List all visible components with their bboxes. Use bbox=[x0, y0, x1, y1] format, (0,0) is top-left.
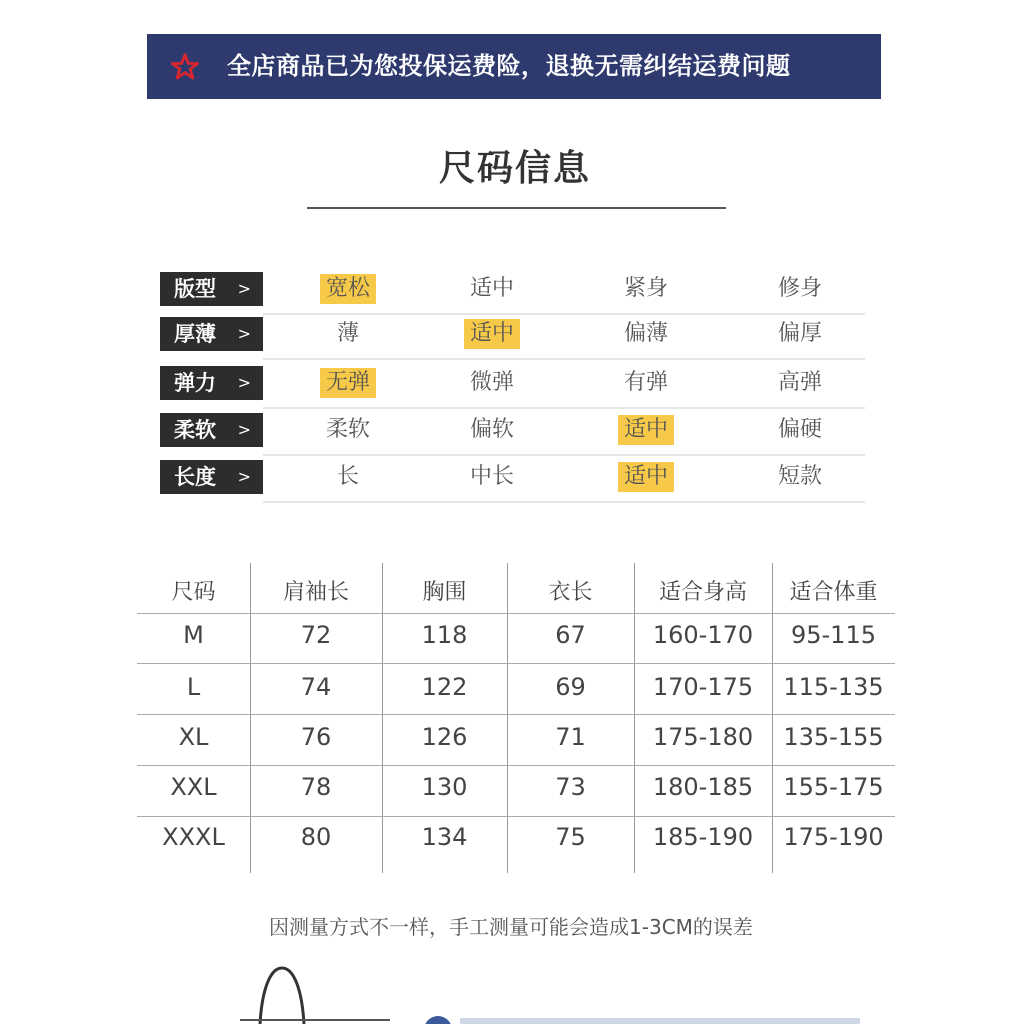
option-text: 有弹 bbox=[623, 370, 668, 395]
row-divider bbox=[137, 765, 895, 766]
attribute-option bbox=[432, 368, 552, 398]
attribute-label-text: 长度 bbox=[174, 465, 216, 489]
option-text: 短款 bbox=[777, 464, 822, 489]
chevron-right-icon: > bbox=[237, 373, 251, 392]
row-divider bbox=[137, 816, 895, 817]
table-cell: 135-155 bbox=[783, 723, 884, 751]
attribute-option bbox=[740, 415, 860, 445]
row-divider bbox=[263, 407, 865, 409]
attribute-option bbox=[740, 319, 860, 349]
attribute-option bbox=[432, 462, 552, 492]
table-cell: 69 bbox=[555, 673, 586, 701]
option-text: 柔软 bbox=[325, 417, 370, 442]
table-cell: 71 bbox=[555, 723, 586, 751]
table-cell: 72 bbox=[300, 621, 332, 649]
table-cell: 76 bbox=[300, 723, 332, 751]
table-cell: 126 bbox=[421, 723, 468, 751]
chevron-right-icon: > bbox=[237, 279, 251, 298]
table-cell: 175-180 bbox=[652, 723, 754, 751]
table-cell: 78 bbox=[300, 773, 332, 801]
size-table bbox=[137, 563, 895, 873]
option-text: 长 bbox=[336, 464, 359, 489]
attribute-label bbox=[160, 366, 263, 400]
attribute-option bbox=[288, 462, 408, 492]
attribute-label bbox=[160, 413, 263, 447]
table-cell: 185-190 bbox=[652, 823, 754, 851]
table-cell: L bbox=[186, 673, 201, 701]
option-text: 偏厚 bbox=[777, 321, 822, 346]
chevron-right-icon: > bbox=[237, 420, 251, 439]
table-cell: 67 bbox=[555, 621, 586, 649]
option-text: 高弹 bbox=[777, 370, 822, 395]
table-cell: XL bbox=[178, 723, 209, 751]
page-title: 尺码信息 bbox=[438, 148, 591, 189]
row-divider bbox=[137, 714, 895, 715]
table-cell: 75 bbox=[555, 823, 586, 851]
table-header-cell: 适合身高 bbox=[658, 580, 747, 605]
attribute-label-text: 柔软 bbox=[174, 418, 216, 442]
attribute-option bbox=[432, 415, 552, 445]
table-cell: 115-135 bbox=[783, 673, 884, 701]
table-cell: 180-185 bbox=[652, 773, 754, 801]
table-header-cell: 衣长 bbox=[548, 580, 593, 605]
table-header-cell: 适合体重 bbox=[789, 580, 878, 605]
table-cell: XXXL bbox=[162, 823, 225, 851]
table-cell: 80 bbox=[300, 823, 332, 851]
table-cell: 95-115 bbox=[790, 621, 876, 649]
selected-option-text: 无弹 bbox=[320, 368, 376, 398]
row-divider bbox=[137, 613, 895, 614]
option-text: 偏硬 bbox=[777, 417, 822, 442]
table-header-cell: 肩袖长 bbox=[282, 580, 349, 605]
measurement-footnote: 因测量方式不一样，手工测量可能会造成1-3CM的误差 bbox=[269, 915, 753, 939]
table-cell: 175-190 bbox=[783, 823, 884, 851]
table-cell: 118 bbox=[421, 621, 468, 649]
selected-option-text: 宽松 bbox=[320, 274, 376, 304]
attribute-row bbox=[160, 315, 865, 355]
attribute-option bbox=[586, 368, 706, 398]
insurance-banner bbox=[147, 34, 881, 99]
option-text: 薄 bbox=[336, 321, 359, 346]
attribute-option bbox=[740, 274, 860, 304]
attribute-option bbox=[586, 462, 706, 492]
table-cell: XXL bbox=[170, 773, 217, 801]
table-header-cell: 尺码 bbox=[171, 580, 216, 605]
table-cell: M bbox=[183, 621, 204, 649]
attribute-option bbox=[586, 415, 706, 445]
attribute-label bbox=[160, 317, 263, 351]
attribute-row bbox=[160, 364, 865, 404]
chevron-right-icon: > bbox=[237, 467, 251, 486]
attribute-option bbox=[432, 319, 552, 349]
selected-option-text: 适中 bbox=[618, 415, 674, 445]
attribute-option bbox=[288, 415, 408, 445]
table-cell: 160-170 bbox=[652, 621, 754, 649]
attribute-row bbox=[160, 458, 865, 498]
selected-option-text: 适中 bbox=[464, 319, 520, 349]
table-cell: 155-175 bbox=[783, 773, 884, 801]
table-cell: 74 bbox=[300, 673, 332, 701]
banner-text: 全店商品已为您投保运费险，退换无需纠结运费问题 bbox=[227, 52, 791, 80]
attribute-label bbox=[160, 460, 263, 494]
attribute-label-text: 版型 bbox=[174, 277, 216, 301]
row-divider bbox=[263, 358, 865, 360]
table-cell: 130 bbox=[421, 773, 468, 801]
attribute-option bbox=[740, 368, 860, 398]
table-cell: 134 bbox=[421, 823, 468, 851]
row-divider bbox=[137, 663, 895, 664]
option-text: 中长 bbox=[469, 464, 514, 489]
attribute-label-text: 厚薄 bbox=[174, 322, 216, 346]
garment-sketch-icon bbox=[240, 960, 880, 1024]
table-cell: 170-175 bbox=[652, 673, 754, 701]
attribute-row bbox=[160, 270, 865, 310]
option-text: 适中 bbox=[469, 276, 514, 301]
option-text: 紧身 bbox=[623, 276, 668, 301]
table-cell: 122 bbox=[421, 673, 468, 701]
attribute-option bbox=[288, 319, 408, 349]
attribute-option bbox=[586, 319, 706, 349]
option-text: 修身 bbox=[777, 276, 822, 301]
option-text: 偏薄 bbox=[623, 321, 668, 346]
attribute-label-text: 弹力 bbox=[174, 371, 216, 395]
attribute-option bbox=[586, 274, 706, 304]
star-icon bbox=[171, 53, 199, 81]
table-header-cell: 胸围 bbox=[422, 580, 467, 605]
title-divider bbox=[307, 207, 726, 209]
selected-option-text: 适中 bbox=[618, 462, 674, 492]
row-divider bbox=[263, 454, 865, 456]
attribute-row bbox=[160, 411, 865, 451]
row-divider bbox=[263, 501, 865, 503]
attribute-option bbox=[740, 462, 860, 492]
table-cell: 73 bbox=[555, 773, 586, 801]
attribute-label bbox=[160, 272, 263, 306]
option-text: 偏软 bbox=[469, 417, 514, 442]
attribute-option bbox=[288, 368, 408, 398]
attribute-option bbox=[432, 274, 552, 304]
attribute-option bbox=[288, 274, 408, 304]
option-text: 微弹 bbox=[469, 370, 514, 395]
chevron-right-icon: > bbox=[237, 324, 251, 343]
